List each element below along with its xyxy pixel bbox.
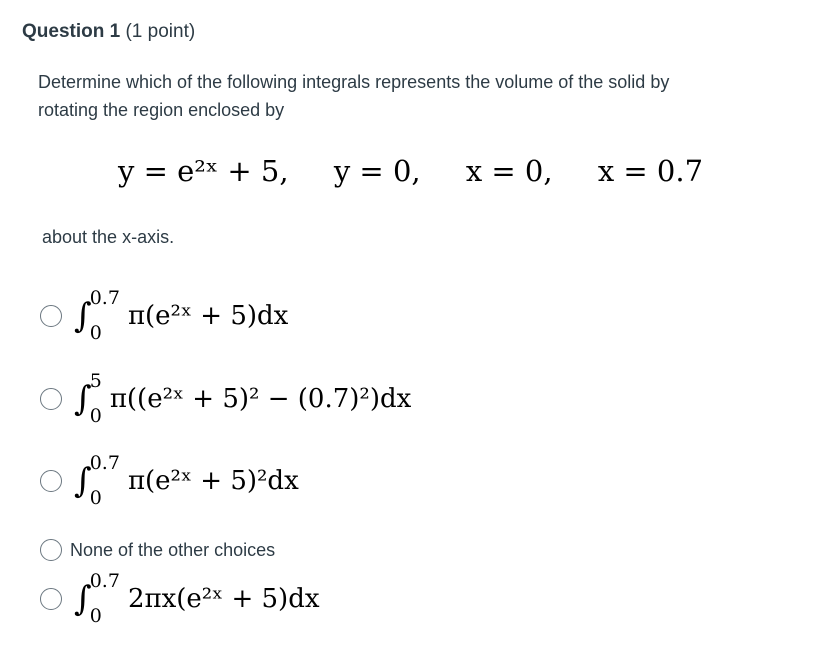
integrand: π((e²ˣ + 5)² − (0.7)²)dx — [109, 384, 412, 414]
axis-text: about the x-axis. — [42, 227, 175, 247]
equation-4: x = 0.7 — [597, 154, 704, 188]
choice-1-math — [74, 287, 289, 344]
question-header — [22, 21, 195, 43]
equation-1: y = e²ˣ + 5, — [118, 154, 289, 188]
upper-limit: 5 — [89, 370, 102, 392]
radio-button[interactable] — [40, 539, 62, 561]
choice-4-label: None of the other choices — [70, 539, 276, 560]
integrand: π(e²ˣ + 5)²dx — [127, 466, 299, 496]
radio-button[interactable] — [40, 588, 62, 610]
radio-button[interactable] — [40, 388, 62, 410]
lower-limit: 0 — [89, 405, 102, 427]
equation-3: x = 0, — [465, 154, 553, 188]
choice-4[interactable] — [40, 539, 275, 561]
integral-symbol: ∫ 0.7 0 — [74, 570, 120, 627]
question-title: Question 1 — [22, 21, 121, 42]
upper-limit: 0.7 — [89, 570, 120, 592]
prompt-line-1: Determine which of the following integrals represents the volume of the solid by — [38, 72, 670, 92]
question-points: (1 point) — [125, 21, 196, 42]
choice-2-math — [74, 370, 412, 427]
upper-limit: 0.7 — [89, 287, 120, 309]
integrand: π(e²ˣ + 5)dx — [127, 301, 289, 331]
integrand: 2πx(e²ˣ + 5)dx — [127, 584, 320, 614]
choice-1[interactable] — [40, 287, 289, 344]
lower-limit: 0 — [89, 487, 102, 509]
integral-symbol: ∫ 0.7 0 — [74, 452, 120, 509]
prompt-line-2: rotating the region enclosed by — [38, 100, 285, 120]
choice-2[interactable] — [40, 370, 412, 427]
equation-2: y = 0, — [333, 154, 421, 188]
region-equations — [118, 154, 739, 188]
choice-3-math — [74, 452, 299, 509]
lower-limit: 0 — [89, 605, 102, 627]
upper-limit: 0.7 — [89, 452, 120, 474]
integral-symbol: ∫ 0.7 0 — [74, 287, 120, 344]
radio-button[interactable] — [40, 470, 62, 492]
lower-limit: 0 — [89, 322, 102, 344]
radio-button[interactable] — [40, 305, 62, 327]
question-prompt — [38, 68, 798, 124]
choice-5-math — [74, 570, 320, 627]
choice-5[interactable] — [40, 570, 320, 627]
choice-3[interactable] — [40, 452, 299, 509]
integral-symbol: ∫ 5 0 — [74, 370, 102, 427]
